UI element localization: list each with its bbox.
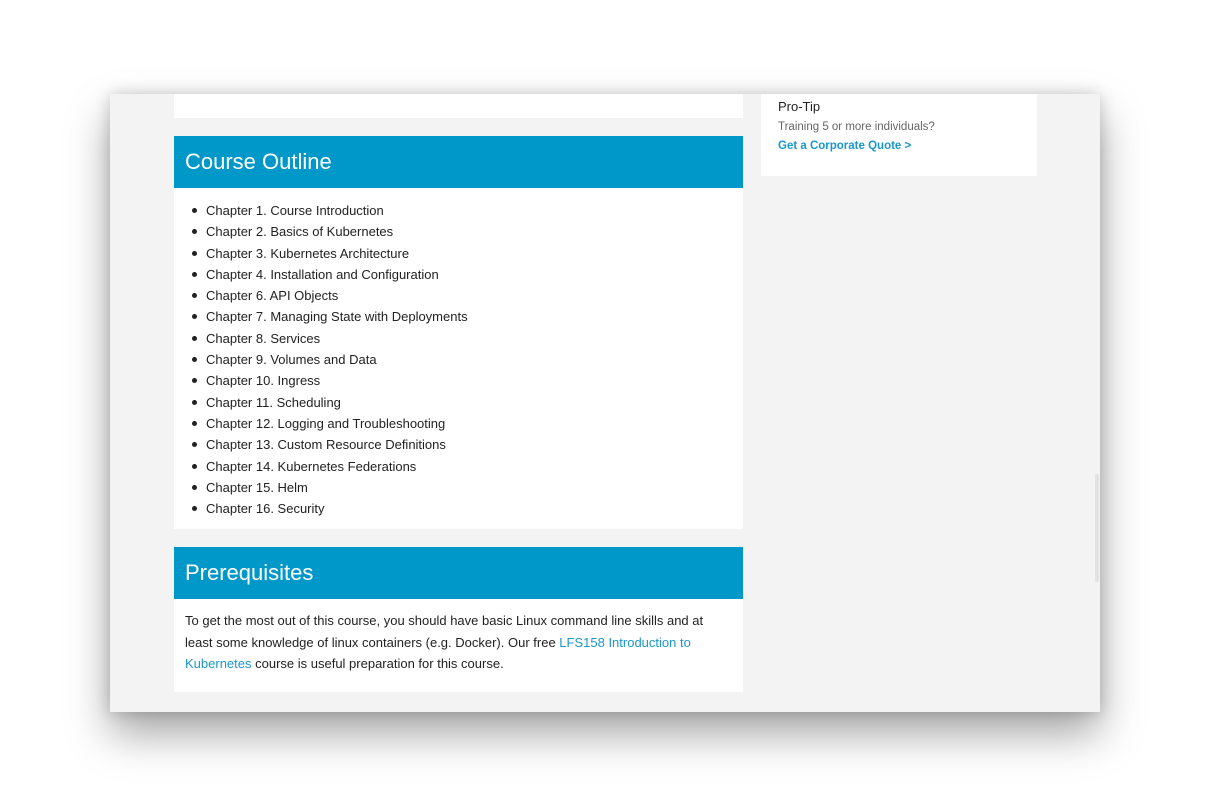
chapter-item — [206, 392, 743, 413]
bullet-icon — [192, 400, 197, 405]
bullet-icon — [192, 229, 197, 234]
pro-tip-subtitle: Training 5 or more individuals? — [778, 121, 935, 133]
chapter-label: Chapter 6. API Objects — [206, 288, 339, 304]
chapter-item — [206, 498, 743, 519]
chapter-item — [206, 328, 743, 349]
bullet-icon — [192, 378, 197, 383]
bullet-icon — [192, 506, 197, 511]
chapter-label: Chapter 12. Logging and Troubleshooting — [206, 415, 446, 431]
chapter-item — [206, 434, 743, 455]
course-outline-card — [174, 136, 743, 529]
bullet-icon — [192, 251, 197, 256]
corporate-quote-link[interactable]: Get a Corporate Quote > — [778, 140, 912, 152]
prerequisites-text — [174, 599, 743, 675]
chapter-item — [206, 243, 743, 264]
bullet-icon — [192, 336, 197, 341]
chapter-item — [206, 456, 743, 477]
chapter-item — [206, 221, 743, 242]
chapter-label: Chapter 10. Ingress — [206, 373, 321, 389]
chapter-item — [206, 264, 743, 285]
chapter-list — [174, 188, 743, 519]
bullet-icon — [192, 357, 197, 362]
chapter-label: Chapter 8. Services — [206, 330, 321, 346]
chapter-item — [206, 370, 743, 391]
chapter-label: Chapter 1. Course Introduction — [206, 203, 384, 218]
chapter-label: Chapter 4. Installation and Configuration — [206, 266, 439, 282]
chapter-label: Chapter 2. Basics of Kubernetes — [206, 224, 394, 240]
course-outline-heading: Course Outline — [174, 136, 743, 188]
pro-tip-card — [761, 94, 1037, 176]
chapter-item — [206, 413, 743, 434]
bullet-icon — [192, 314, 197, 319]
chapter-label: Chapter 16. Security — [206, 501, 325, 517]
bullet-icon — [192, 272, 197, 277]
prerequisites-heading: Prerequisites — [174, 547, 743, 599]
bullet-icon — [192, 442, 197, 447]
chapter-label: Chapter 14. Kubernetes Federations — [206, 458, 417, 474]
chapter-item — [206, 477, 743, 498]
chapter-label: Chapter 11. Scheduling — [206, 394, 341, 410]
prereq-text-before: To get the most out of this course, you should have basic Linux command line skills and at least some knowledge of linux containers (e.g. Docker). Our free — [185, 613, 704, 650]
scrollbar-thumb[interactable] — [1095, 474, 1099, 582]
bullet-icon — [192, 485, 197, 490]
pro-tip-title: Pro-Tip — [778, 99, 821, 114]
bullet-icon — [192, 208, 197, 213]
chapter-label: Chapter 3. Kubernetes Architecture — [206, 245, 410, 261]
browser-window — [110, 94, 1100, 712]
bullet-icon — [192, 421, 197, 426]
chapter-label: Chapter 9. Volumes and Data — [206, 352, 377, 368]
bullet-icon — [192, 293, 197, 298]
chapter-label: Chapter 7. Managing State with Deployments — [206, 309, 468, 325]
prerequisites-card — [174, 547, 743, 692]
chapter-item — [206, 306, 743, 327]
lfs158-course-link[interactable]: LFS158 Introduction to Kubernetes — [185, 634, 691, 671]
prereq-text-after: course is useful preparation for this course. — [251, 656, 504, 671]
chapter-label: Chapter 13. Custom Resource Definitions — [206, 437, 446, 453]
previous-section-card — [174, 94, 743, 118]
bullet-icon — [192, 464, 197, 469]
chapter-label: Chapter 15. Helm — [206, 479, 308, 495]
chapter-item — [206, 285, 743, 306]
chapter-item — [206, 349, 743, 370]
chapter-item — [206, 200, 743, 221]
